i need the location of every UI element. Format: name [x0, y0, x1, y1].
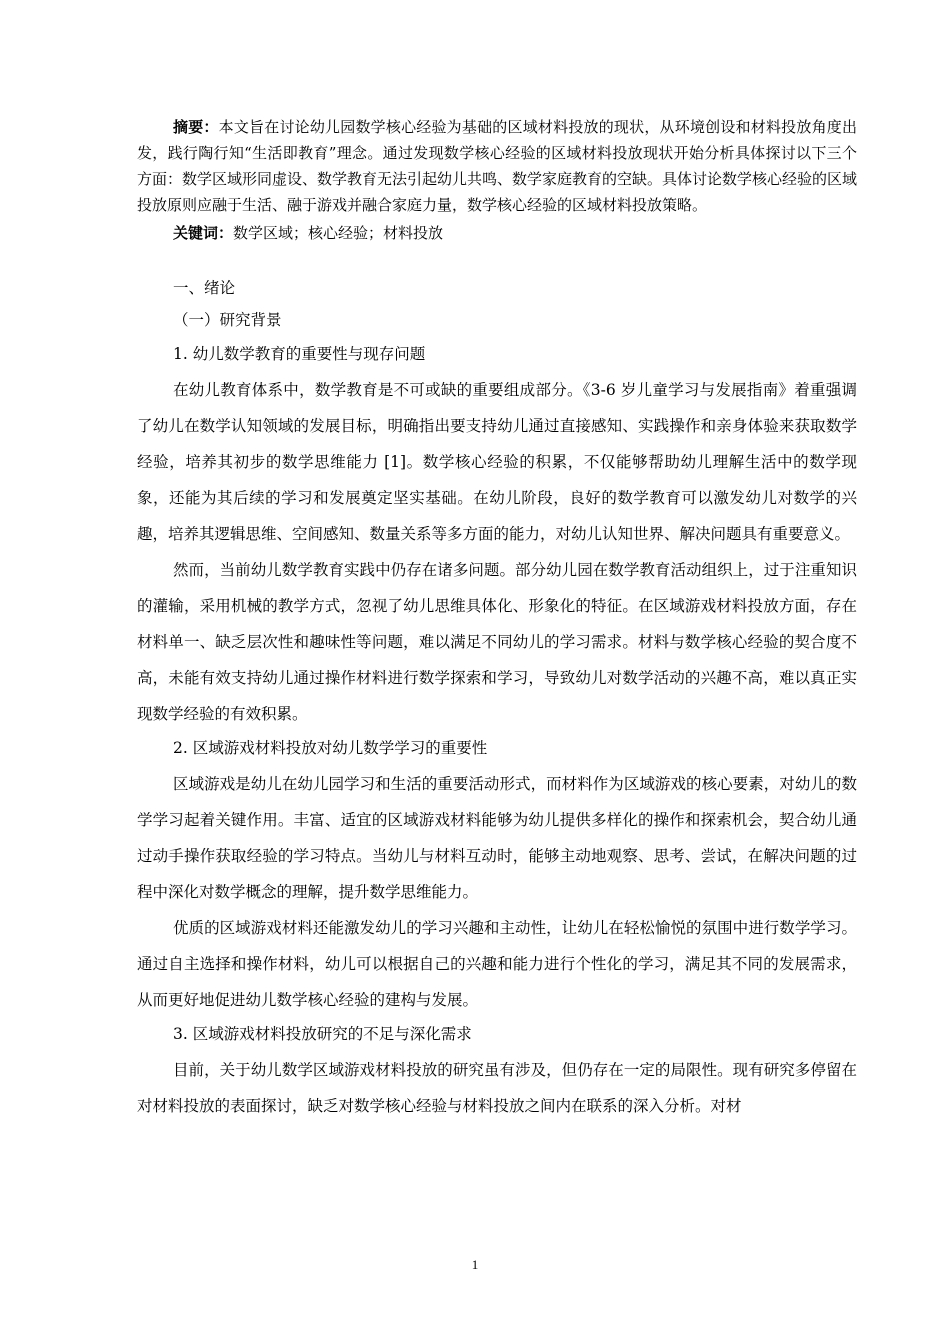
keywords-text: 数学区域；核心经验；材料投放 [233, 224, 444, 242]
body-paragraph: 优质的区域游戏材料还能激发幼儿的学习兴趣和主动性，让幼儿在轻松愉悦的氛围中进行数学学习。通过自主选择和操作材料，幼儿可以根据自己的兴趣和能力进行个性化的学习，满足其不同的发展需求，从而更好地促进幼儿数学核心经验的建构与发展。 [137, 919, 857, 1009]
body-paragraph: 然而，当前幼儿数学教育实践中仍存在诸多问题。部分幼儿园在数学教育活动组织上，过于注重知识的灌输，采用机械的教学方式，忽视了幼儿思维具体化、形象化的特征。在区域游戏材料投放方面，存在材料单一、缺乏层次性和趣味性等问题，难以满足不同幼儿的学习需求。材料与数学核心经验的契合度不高，未能有效支持幼儿通过操作材料进行数学探索和学习，导致幼儿对数学活动的兴趣不高，难以真正实现数学经验的有效积累。 [137, 561, 857, 723]
keywords-paragraph [137, 220, 857, 246]
subsection-heading: （一）研究背景 [173, 311, 282, 329]
body-paragraph: 目前，关于幼儿数学区域游戏材料投放的研究虽有涉及，但仍存在一定的局限性。现有研究多停留在对材料投放的表面探讨，缺乏对数学核心经验与材料投放之间内在联系的深入分析。对材 [137, 1061, 857, 1115]
abstract-label: 摘要： [173, 118, 219, 136]
item-heading-2: 2. 区域游戏材料投放对幼儿数学学习的重要性 [173, 739, 488, 757]
abstract-text: 本文旨在讨论幼儿园数学核心经验为基础的区域材料投放的现状，从环境创设和材料投放角度出发，践行陶行知“生活即教育”理念。通过发现数学核心经验的区域材料投放现状开始分析具体探讨以下三个方面：数学区域形同虚设、数学教育无法引起幼儿共鸣、数学家庭教育的空缺。具体讨论数学核心经验的区域投放原则应融于生活、融于游戏并融合家庭力量，数学核心经验的区域材料投放策略。 [137, 118, 858, 214]
item-heading-1: 1. 幼儿数学教育的重要性与现存问题 [173, 345, 426, 363]
body-paragraph: 在幼儿教育体系中，数学教育是不可或缺的重要组成部分。《3-6 岁儿童学习与发展指南》着重强调了幼儿在数学认知领域的发展目标，明确指出要支持幼儿通过直接感知、实践操作和亲身体验来获取数学经验，培养其初步的数学思维能力 [1]。数学核心经验的积累，不仅能够帮助幼儿理解生活中的数学现象，还能为其后续的学习和发展奠定坚实基础。在幼儿阶段，良好的数学教育可以激发幼儿对数学的兴趣，培养其逻辑思维、空间感知、数量关系等多方面的能力，对幼儿认知世界、解决问题具有重要意义。 [137, 381, 857, 543]
keywords-label: 关键词： [173, 224, 234, 242]
section-heading: 一、绪论 [173, 279, 236, 297]
body-paragraph: 区域游戏是幼儿在幼儿园学习和生活的重要活动形式，而材料作为区域游戏的核心要素，对幼儿的数学学习起着关键作用。丰富、适宜的区域游戏材料能够为幼儿提供多样化的操作和探索机会，契合幼儿通过动手操作获取经验的学习特点。当幼儿与材料互动时，能够主动地观察、思考、尝试，在解决问题的过程中深化对数学概念的理解，提升数学思维能力。 [137, 775, 857, 901]
page-number: 1 [471, 1257, 479, 1272]
item-heading-3: 3. 区域游戏材料投放研究的不足与深化需求 [173, 1025, 472, 1043]
page-content [137, 114, 857, 1124]
abstract-paragraph [137, 114, 857, 218]
